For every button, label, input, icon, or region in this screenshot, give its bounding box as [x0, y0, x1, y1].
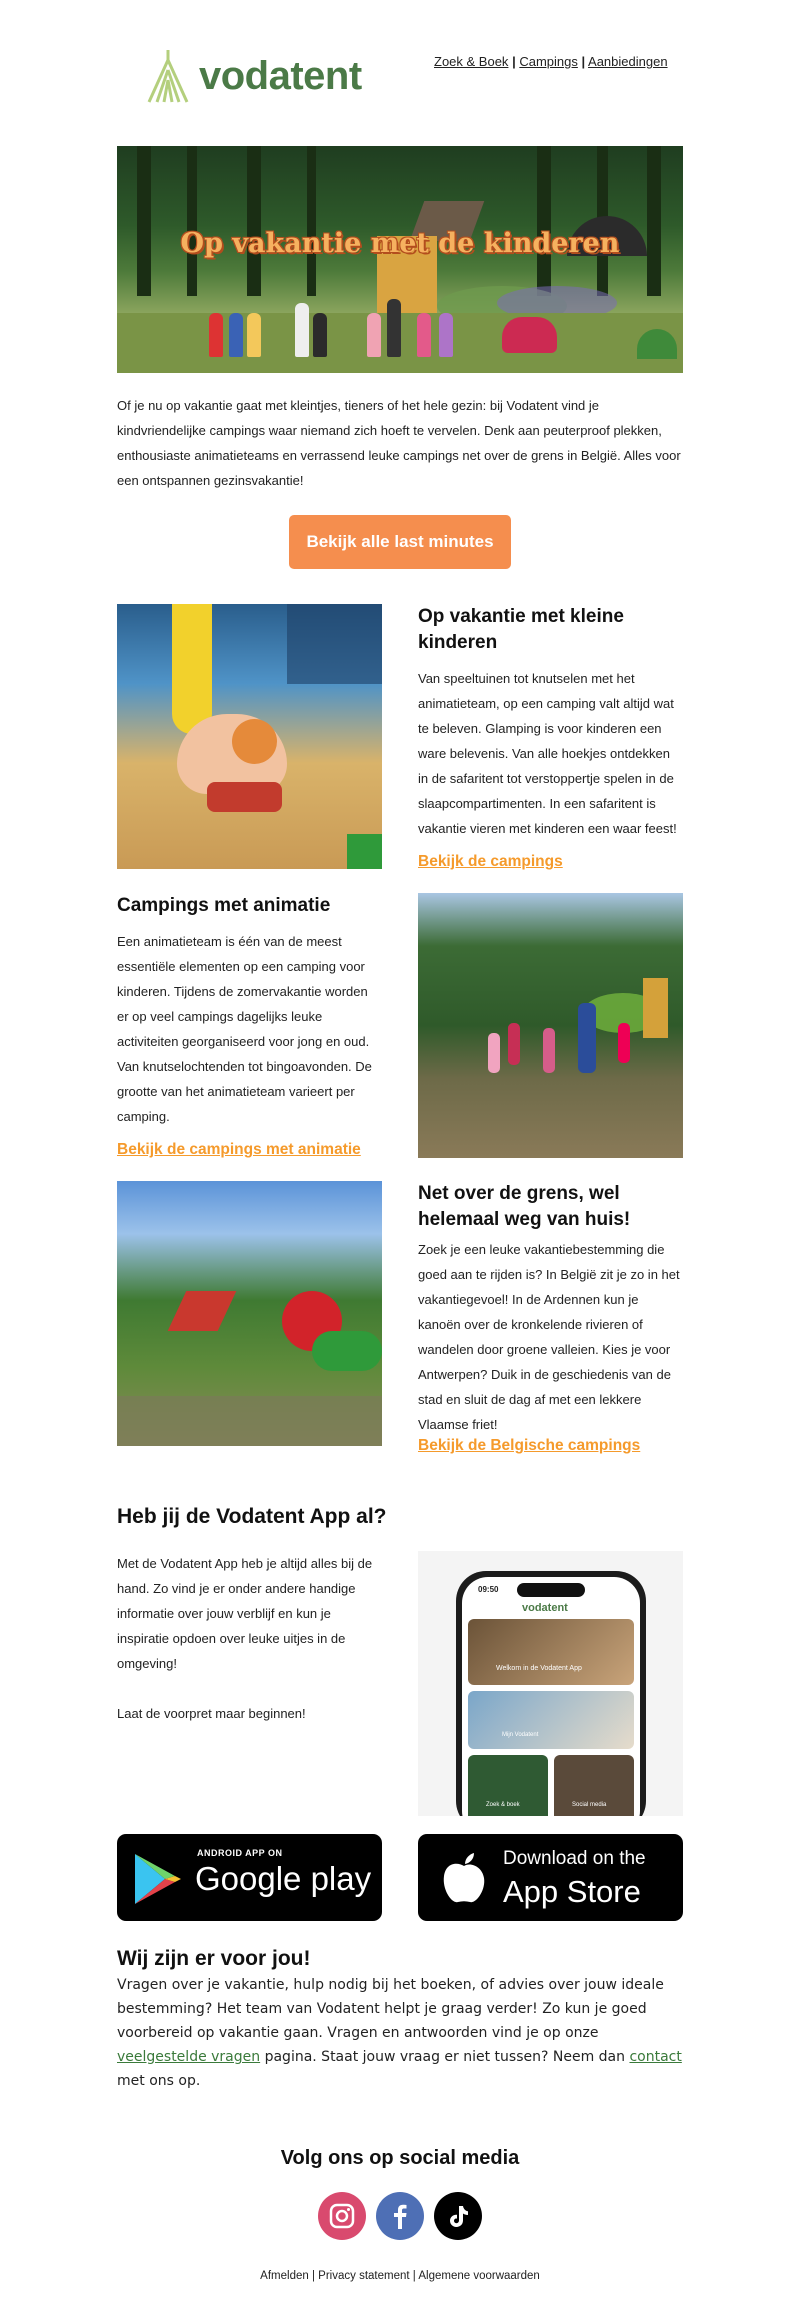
phone-welcome: Welkom in de Vodatent App [496, 1665, 582, 1672]
hero-banner[interactable] [117, 146, 683, 373]
google-play-icon [135, 1854, 181, 1904]
section-title: Net over de grens, wel helemaal weg van huis! [418, 1183, 631, 1230]
bekijk-animatie-link[interactable]: Bekijk de campings met animatie [117, 1141, 361, 1158]
phone-time: 09:50 [478, 1585, 499, 1594]
help-title: Wij zijn er voor jou! [117, 1947, 311, 1970]
intro-text: Of je nu op vakantie gaat met kleintjes, tieners of het hele gezin: bij Vodatent vind je kindvriendelijke campings waar niemand zich hoeft te vervelen. Denk aan peuterproof plekken, enthousiaste animatieteams en verrassend leuke campings net over de grens in België. Alles voor een ontspannen gezinsvakantie! [117, 398, 681, 488]
section-image-speeltuin[interactable] [117, 1181, 382, 1446]
tiktok-icon[interactable] [434, 2192, 482, 2240]
last-minutes-button[interactable]: Bekijk alle last minutes [289, 515, 511, 569]
help-text: Vragen over je vakantie, hulp nodig bij het boeken, of advies over jouw ideale bestemming? Het team van Vodatent helpt je graag verder! Zo kun je goed voorbereid op vakantie gaan. Vragen en antwoorden vind je op onze veelgestelde vragen pagina. Staat jouw vraag er niet tussen? Neem dan contact met ons op. [117, 1977, 682, 2089]
section-title: Campings met animatie [117, 895, 331, 916]
phone-card2: Mijn Vodatent [502, 1732, 539, 1738]
google-play-badge[interactable] [117, 1834, 382, 1921]
store-badges [117, 1834, 683, 1921]
nav-zoek-boek[interactable]: Zoek & Boek [434, 54, 509, 69]
app-body-2: Laat de voorpret maar beginnen! [117, 1706, 306, 1721]
apple-icon [440, 1852, 488, 1904]
phone-mockup [418, 1551, 683, 1816]
logo[interactable] [145, 48, 362, 104]
help-section [117, 1947, 683, 2093]
nav-campings[interactable]: Campings [519, 54, 578, 69]
app-title: Heb jij de Vodatent App al? [117, 1505, 387, 1528]
google-play-big: Google play [195, 1860, 372, 1897]
phone-tile2: Social media [572, 1802, 607, 1808]
google-play-small: ANDROID APP ON [197, 1848, 283, 1858]
faq-link[interactable]: veelgestelde vragen [117, 2049, 261, 2065]
hero-title: Op vakantie met de kinderen [180, 228, 620, 259]
afmelden-link[interactable]: Afmelden [260, 2270, 309, 2282]
app-section [117, 1551, 683, 1816]
section-animatie [117, 893, 683, 1159]
nav-separator: | [581, 54, 586, 69]
section-body: Een animatieteam is één van de meest essentiële elementen op een camping voor kinderen. Tijdens de zomervakantie worden er op veel campings dagelijks leuke activiteiten georganiseerd voor jong en oud. Van knutselochtenden tot bingoavonden. De grootte van het animatieteam varieert per camping. [117, 934, 372, 1124]
bekijk-belgische-link[interactable]: Bekijk de Belgische campings [418, 1437, 641, 1454]
section-body: Van speeltuinen tot knutselen met het animatieteam, op een camping valt altijd wat te beleven. Glamping is voor kinderen een ware belevenis. Van alle hoekjes ontdekken in de safaritent tot verstoppertje spelen in de slaapcompartimenten. In een safaritent is vakantie vieren met kinderen een waar feest! [418, 671, 677, 836]
section-kleine-kinderen [117, 604, 683, 871]
phone-logo: vodatent [522, 1602, 568, 1614]
nav-separator: | [512, 54, 516, 69]
app-body: Met de Vodatent App heb je altijd alles bij de hand. Zo vind je er onder andere handige informatie over jouw verblijf en kun je inspiratie opdoen over leuke uitjes in de omgeving! [117, 1556, 373, 1671]
section-belgie [117, 1181, 683, 1455]
facebook-icon[interactable] [376, 2192, 424, 2240]
app-store-small: Download on the [503, 1848, 646, 1869]
tent-logo-icon [145, 48, 191, 104]
privacy-link[interactable]: Privacy statement [318, 2270, 410, 2282]
section-body: Zoek je een leuke vakantiebestemming die goed aan te rijden is? In België zit je zo in het vakantiegevoel! In de Ardennen kun je kanoën over de kronkelende rivieren of wandelen door groene valleien. Kies je voor Antwerpen? Duik in de geschiedenis van de stad en sluit de dag af met een lekkere Vlaamse friet! [418, 1242, 680, 1432]
phone-tile1: Zoek & boek [486, 1802, 520, 1808]
section-image-water-kid[interactable] [117, 604, 382, 869]
app-store-badge[interactable] [418, 1834, 683, 1921]
social-title: Volg ons op social media [280, 2147, 520, 2169]
contact-link[interactable]: contact [629, 2049, 682, 2065]
instagram-icon[interactable] [318, 2192, 366, 2240]
section-image-animatie[interactable] [418, 893, 683, 1158]
section-title: Op vakantie met kleine kinderen [418, 606, 624, 653]
bekijk-campings-link[interactable]: Bekijk de campings [418, 853, 563, 870]
voorwaarden-link[interactable]: Algemene voorwaarden [418, 2270, 540, 2282]
footer: Afmelden | Privacy statement | Algemene voorwaarden [260, 2270, 540, 2282]
top-nav [434, 54, 668, 69]
header [0, 0, 800, 146]
nav-aanbiedingen[interactable]: Aanbiedingen [588, 54, 668, 69]
app-store-big: App Store [503, 1874, 641, 1909]
logo-text: vodatent [199, 53, 362, 98]
social-section [117, 2147, 683, 2240]
